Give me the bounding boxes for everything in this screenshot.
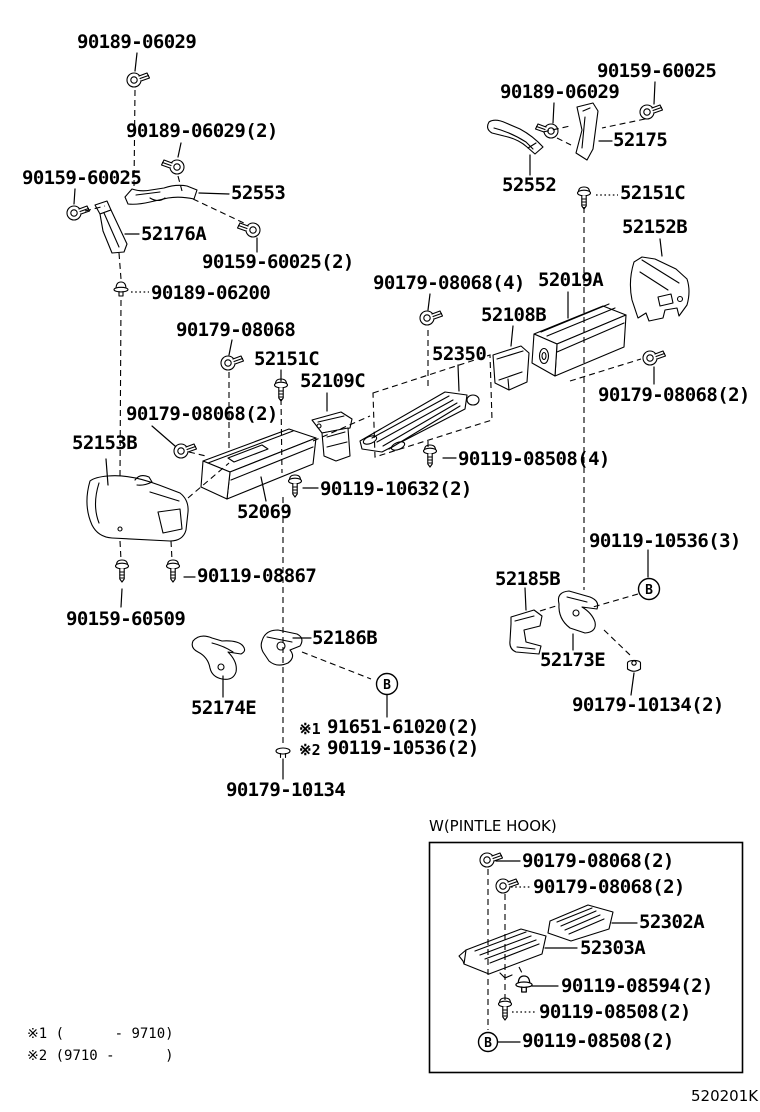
- part-label-52174E: 52174E: [191, 697, 257, 719]
- footnote-2: ※2 (9710 - ): [27, 1048, 174, 1064]
- part-label-52069: 52069: [237, 501, 292, 523]
- part-label-52151C-left: 52151C: [254, 348, 320, 370]
- screw-icon: [643, 351, 666, 365]
- clip-icon: [276, 748, 290, 758]
- screw-icon: [67, 206, 90, 220]
- bolt-icon: [275, 379, 288, 401]
- screw-icon: [640, 105, 663, 119]
- part-label-52109C: 52109C: [300, 370, 366, 392]
- part-label-52350: 52350: [432, 343, 487, 365]
- part-52109C-drawing: [312, 412, 352, 461]
- part-52303A-drawing: [459, 929, 546, 978]
- screw-icon: [496, 879, 519, 893]
- part-label-91651-61020-2: 91651-61020(2): [327, 716, 479, 738]
- part-label-90179-08068-4: 90179-08068(4): [373, 272, 525, 294]
- part-52302A-drawing: [548, 905, 613, 941]
- part-label-90159-60025-2: 90159-60025(2): [202, 251, 354, 273]
- nut-icon: [628, 660, 641, 671]
- inset-label-90179-08068-2a: 90179-08068(2): [522, 850, 674, 872]
- part-52174E-drawing: [192, 636, 244, 679]
- part-label-90179-08068: 90179-08068: [176, 319, 296, 341]
- part-52185B-drawing: [510, 610, 542, 654]
- bolt-icon: [424, 445, 437, 467]
- part-52173E-drawing: [558, 591, 597, 633]
- inset-title: W(PINTLE HOOK): [429, 817, 557, 835]
- part-label-52553: 52553: [231, 182, 286, 204]
- clip-icon: [114, 282, 128, 296]
- part-label-52552: 52552: [502, 174, 557, 196]
- part-label-52108B: 52108B: [481, 304, 547, 326]
- part-52552-drawing: [488, 120, 543, 154]
- part-label-90179-10134-2: 90179-10134(2): [572, 694, 724, 716]
- part-label-90119-10536-2: 90119-10536(2): [327, 737, 479, 759]
- part-52069-drawing: [201, 429, 316, 499]
- bolt-icon: [499, 998, 512, 1020]
- inset-label-52303A: 52303A: [580, 937, 646, 959]
- part-52153B-drawing: [87, 476, 188, 541]
- part-label-52186B: 52186B: [312, 627, 378, 649]
- part-label-52152B: 52152B: [622, 216, 688, 238]
- part-label-90189-06029-2: 90189-06029(2): [126, 120, 278, 142]
- screw-icon: [238, 223, 261, 237]
- footnote-mark-1: ※1: [299, 720, 321, 738]
- part-52186B-drawing: [261, 630, 302, 665]
- part-label-90159-60025-tr: 90159-60025: [597, 60, 717, 82]
- part-label-52151C-right: 52151C: [620, 182, 686, 204]
- inset-label-90119-08508-2a: 90119-08508(2): [539, 1001, 691, 1023]
- screw-icon: [420, 311, 443, 325]
- part-label-90119-10632-2: 90119-10632(2): [320, 478, 472, 500]
- part-label-52185B: 52185B: [495, 568, 561, 590]
- part-52108B-drawing: [493, 346, 529, 390]
- part-label-90159-60509: 90159-60509: [66, 608, 186, 630]
- part-label-90189-06200: 90189-06200: [151, 282, 271, 304]
- footnote-1: ※1 ( - 9710): [27, 1026, 174, 1042]
- part-label-90189-06029-tr: 90189-06029: [500, 81, 620, 103]
- screw-icon: [174, 444, 197, 458]
- inset-label-52302A: 52302A: [639, 911, 705, 933]
- callout-b-letter: B: [645, 583, 653, 598]
- screw-icon: [480, 853, 503, 867]
- clip-icon: [516, 976, 532, 992]
- screw-icon: [127, 73, 150, 87]
- part-label-90159-60025: 90159-60025: [22, 167, 142, 189]
- part-52152B-drawing: [630, 257, 689, 321]
- part-label-52175: 52175: [613, 129, 668, 151]
- part-label-90179-08068-2l: 90179-08068(2): [126, 403, 278, 425]
- callout-b-letter: B: [383, 678, 391, 693]
- part-label-90119-08508-4: 90119-08508(4): [458, 448, 610, 470]
- part-52019A-drawing: [532, 304, 626, 376]
- inset-label-90119-08508-2b: 90119-08508(2): [522, 1030, 674, 1052]
- part-label-90179-10134: 90179-10134: [226, 779, 346, 801]
- part-label-90119-08867: 90119-08867: [197, 565, 317, 587]
- part-label-90189-06029: 90189-06029: [77, 31, 197, 53]
- bolt-icon: [167, 560, 180, 582]
- inset-label-90179-08068-2b: 90179-08068(2): [533, 876, 685, 898]
- bolt-icon: [578, 187, 591, 209]
- callout-b-letter: B: [484, 1036, 492, 1051]
- part-label-52153B: 52153B: [72, 432, 138, 454]
- inset-label-90119-08594-2: 90119-08594(2): [561, 975, 713, 997]
- part-label-90119-10536-3: 90119-10536(3): [589, 530, 741, 552]
- part-label-52176A: 52176A: [141, 223, 207, 245]
- footnote-mark-2: ※2: [299, 741, 321, 759]
- part-label-52019A: 52019A: [538, 269, 604, 291]
- bolt-icon: [289, 475, 302, 497]
- part-label-90179-08068-2r: 90179-08068(2): [598, 384, 750, 406]
- bolt-icon: [116, 560, 129, 582]
- screw-icon: [162, 160, 185, 174]
- screw-icon: [221, 356, 244, 370]
- part-52176A-drawing: [95, 201, 127, 253]
- part-label-52173E: 52173E: [540, 649, 606, 671]
- diagram-code: 520201K: [691, 1087, 759, 1105]
- part-52175-drawing: [576, 103, 598, 160]
